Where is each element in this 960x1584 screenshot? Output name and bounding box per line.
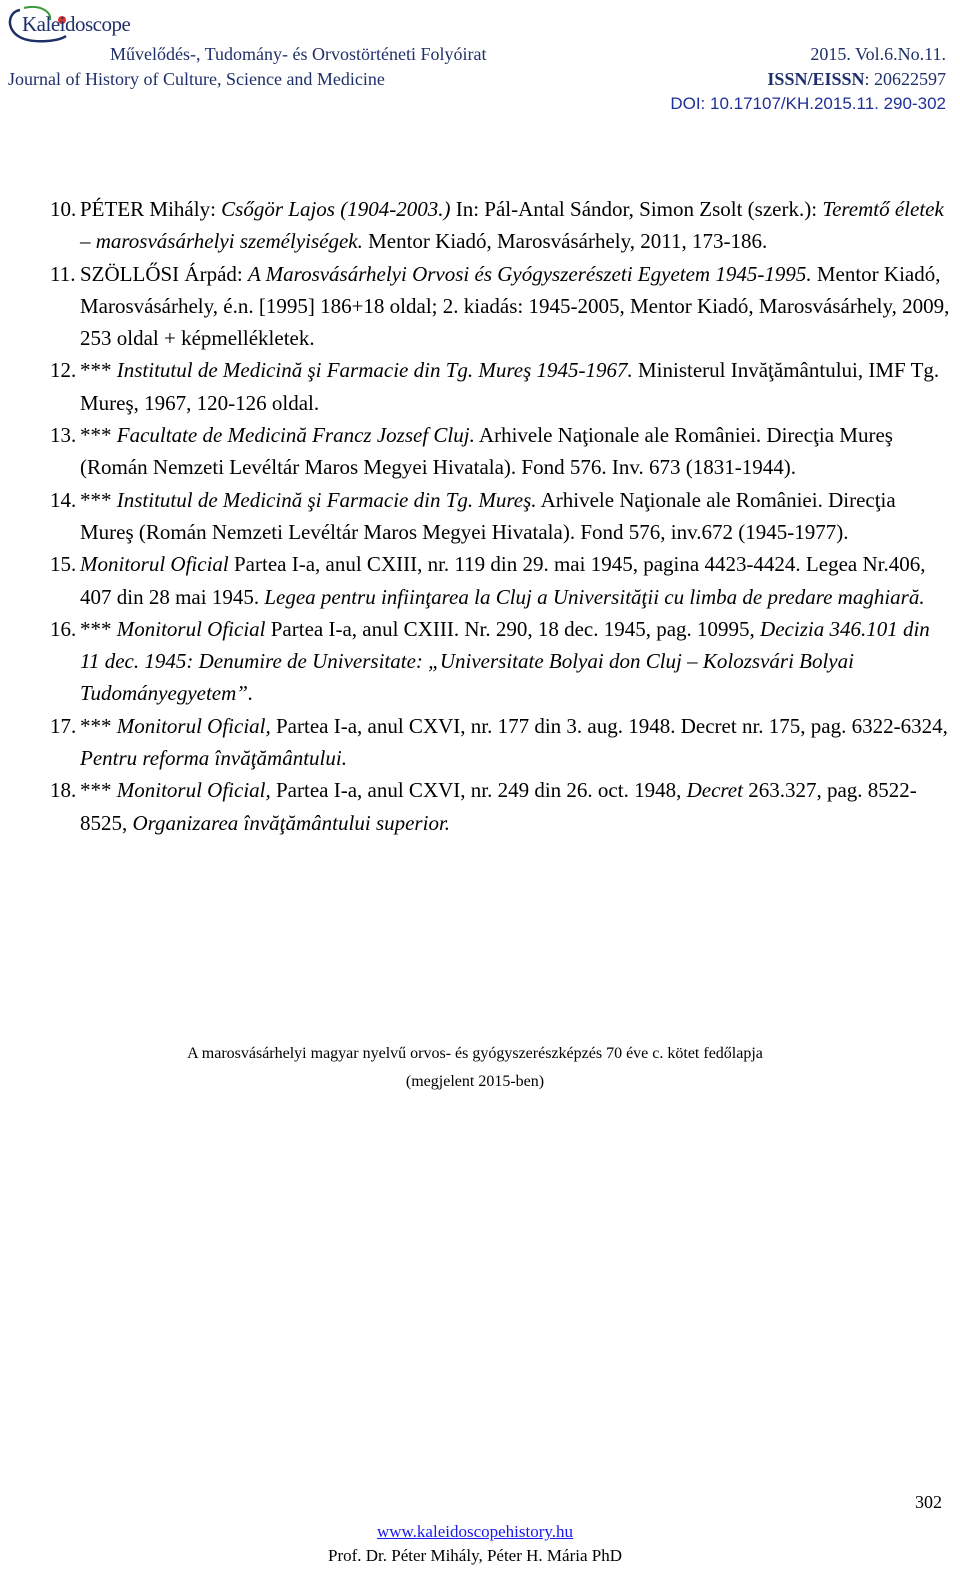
reference-number: 14.	[50, 487, 77, 512]
reference-title: Organizarea învăţământului superior.	[132, 810, 451, 835]
reference-text	[80, 193, 950, 258]
caption-line-2: (megjelent 2015-ben)	[405, 1073, 545, 1090]
reference-segment: PÉTER Mihály:	[80, 197, 222, 221]
issn-value: : 20622597	[864, 69, 946, 89]
reference-item	[50, 419, 950, 484]
reference-text	[80, 258, 950, 355]
doi-line: DOI: 10.17107/KH.2015.11. 290-302	[670, 94, 946, 113]
reference-title: Monitorul Oficial	[80, 552, 229, 577]
reference-segment: Partea I-a, anul CXVI, nr. 177 din 3. aug. 1948. Decret nr. 175, pag. 6322-6324,	[270, 713, 948, 738]
reference-text	[80, 484, 950, 549]
logo-text: Kaleidoscope	[22, 12, 131, 36]
reference-segment: Partea I-a, anul CXIII, nr. 119 din 29. mai 1945, pagina 4423-4424. Legea Nr.406, 407 din 28 mai 1945.	[80, 552, 926, 609]
reference-segment: Arhivele Naţionale ale României. Direcţia Mureş (Román Nemzeti Levéltár Maros Megyei Hivatala). Fond 576, inv.672 (1945-1977).	[80, 487, 896, 544]
reference-segment: ***	[80, 778, 117, 803]
reference-title: A Marosvásárhelyi Orvosi és Gyógyszerészeti Egyetem 1945-1995.	[247, 261, 812, 286]
reference-item	[50, 548, 950, 613]
reference-segment: ***	[80, 616, 117, 641]
reference-number: 17.	[50, 713, 77, 738]
reference-number: 15.	[50, 552, 77, 577]
reference-number: 11.	[50, 261, 76, 286]
reference-segment: Partea I-a, anul CXVI, nr. 249 din 26. oct. 1948,	[270, 778, 687, 803]
page-number: 302	[915, 1492, 942, 1512]
reference-text	[80, 354, 950, 419]
page-footer	[0, 1520, 950, 1568]
reference-text	[80, 419, 950, 484]
issn-line	[767, 69, 946, 90]
reference-title: Facultate de Medicină Francz Jozsef Cluj.	[116, 423, 475, 448]
reference-title: Monitorul Oficial	[116, 616, 266, 641]
reference-segment: Mentor Kiadó, Marosvásárhely, 2011, 173-186.	[362, 229, 768, 254]
reference-segment: In: Pál-Antal Sándor, Simon Zsolt (szerk.):	[450, 197, 823, 221]
reference-title: Decizia 346.101 din 11 dec. 1945: Denumire de Universitate: „Universitate Bolyai don Cluj – Kolozsvári Bolyai Tudományegyetem”.	[80, 616, 930, 706]
website-link[interactable]: www.kaleidoscopehistory.hu	[376, 1522, 574, 1541]
reference-title: Monitorul Oficial,	[116, 713, 271, 738]
reference-item	[50, 613, 950, 710]
reference-item	[50, 258, 950, 355]
reference-segment: Arhivele Naţionale ale României. Direcţia Mureş (Román Nemzeti Levéltár Maros Megyei Hivatala). Fond 576. Inv. 673 (1831-1944).	[80, 423, 893, 480]
journal-title-hu: Művelődés-, Tudomány- és Orvostörténeti Folyóirat	[110, 44, 487, 64]
reference-title: Pentru reforma învăţământului.	[80, 746, 347, 771]
reference-number: 13.	[50, 423, 77, 448]
reference-item	[50, 354, 950, 419]
reference-title: Csőgör Lajos (1904-2003.)	[221, 197, 451, 221]
issue-info: 2015. Vol.6.No.11.	[810, 44, 946, 64]
reference-title: Teremtő életek – marosvásárhelyi személyiségek.	[80, 197, 944, 254]
reference-number: 18.	[50, 778, 77, 803]
reference-number: 10.	[50, 197, 77, 221]
reference-text	[80, 710, 950, 775]
reference-segment: Ministerul Invăţământului, IMF Tg. Mureş, 1967, 120-126 oldal.	[80, 358, 940, 415]
journal-title-en: Journal of History of Culture, Science and Medicine	[8, 69, 385, 89]
reference-text	[80, 774, 950, 839]
reference-number: 16.	[50, 616, 77, 641]
reference-title: Institutul de Medicină şi Farmacie din Tg. Mureş.	[116, 487, 537, 512]
reference-number: 12.	[50, 358, 77, 383]
reference-title: Decret	[686, 778, 743, 803]
issn-label: ISSN/EISSN	[767, 69, 865, 89]
caption-line-1: A marosvásárhelyi magyar nyelvű orvos- és gyógyszerészképzés 70 éve c. kötet fedőlapja	[187, 1045, 763, 1062]
reference-item	[50, 710, 950, 775]
reference-segment: ***	[80, 713, 117, 738]
reference-segment: ***	[80, 487, 117, 512]
reference-text	[80, 548, 950, 613]
reference-segment: ***	[80, 423, 117, 448]
reference-segment: Partea I-a, anul CXIII. Nr. 290, 18 dec. 1945, pag. 10995,	[265, 616, 761, 641]
reference-segment: ***	[80, 358, 117, 383]
reference-segment: 263.327, pag. 8522-8525,	[80, 778, 917, 835]
image-caption	[0, 1040, 950, 1096]
reference-list	[50, 193, 950, 839]
reference-title: Monitorul Oficial,	[116, 778, 271, 803]
reference-item	[50, 484, 950, 549]
reference-title: Legea pentru infiinţarea la Cluj a Universităţii cu limba de predare maghiară.	[264, 584, 925, 609]
footer-authors: Prof. Dr. Péter Mihály, Péter H. Mária PhD	[328, 1546, 622, 1565]
reference-item	[50, 193, 950, 258]
reference-segment: Mentor Kiadó, Marosvásárhely, é.n. [1995] 186+18 oldal; 2. kiadás: 1945-2005, Mentor Kiadó, Marosvásárhely, 2009, 253 oldal + képmellékletek.	[80, 261, 950, 351]
reference-item	[50, 774, 950, 839]
reference-text	[80, 613, 950, 710]
reference-title: Institutul de Medicină şi Farmacie din Tg. Mureş 1945-1967.	[116, 358, 633, 383]
reference-segment: SZÖLLŐSI Árpád:	[80, 261, 248, 286]
